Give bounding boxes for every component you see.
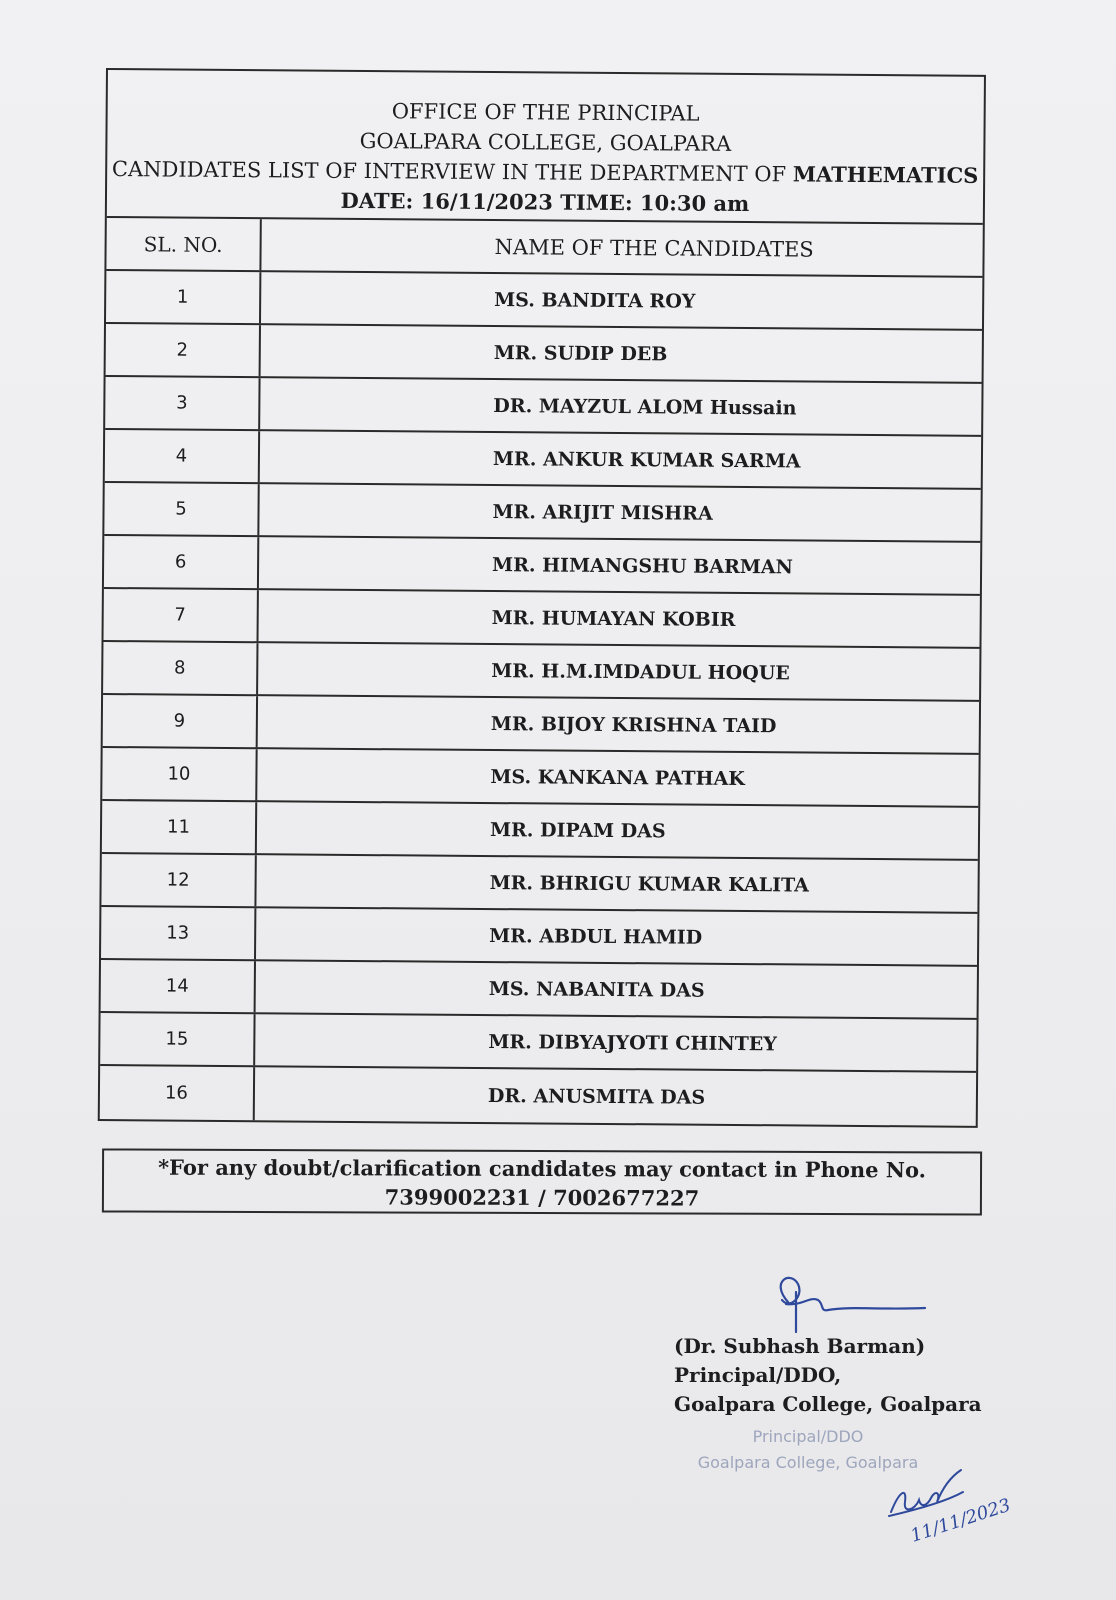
serial-number-cell: 14 bbox=[101, 960, 256, 1012]
office-title: OFFICE OF THE PRINCIPAL bbox=[391, 99, 700, 126]
table-row bbox=[103, 695, 979, 755]
signatory-name: (Dr. Subhash Barman) bbox=[674, 1334, 926, 1358]
table-header-row bbox=[106, 218, 982, 278]
table-row bbox=[101, 960, 977, 1020]
signatory-block bbox=[674, 1332, 982, 1419]
table-body bbox=[100, 271, 983, 1126]
candidate-name-cell: DR. MAYZUL ALOM Hussain bbox=[493, 394, 797, 419]
candidate-name-cell: MR. HUMAYAN KOBIR bbox=[491, 606, 736, 631]
candidate-name-cell: MR. ABDUL HAMID bbox=[489, 924, 703, 949]
column-header-sl: SL. NO. bbox=[106, 218, 261, 270]
serial-number-cell: 5 bbox=[104, 483, 259, 535]
serial-number-cell: 9 bbox=[103, 695, 258, 747]
table-row bbox=[102, 748, 978, 808]
candidate-name-cell: MS. NABANITA DAS bbox=[488, 977, 705, 1002]
serial-number-cell: 2 bbox=[106, 324, 261, 376]
serial-number-cell: 12 bbox=[101, 854, 256, 906]
candidates-table bbox=[98, 68, 986, 1128]
serial-number-cell: 1 bbox=[106, 271, 261, 323]
table-row bbox=[103, 642, 979, 702]
table-row bbox=[104, 536, 980, 596]
serial-number-cell: 6 bbox=[104, 536, 259, 588]
table-row bbox=[104, 483, 980, 543]
stamp-institution: Goalpara College, Goalpara bbox=[697, 1453, 919, 1472]
serial-number-cell: 7 bbox=[104, 589, 259, 641]
serial-number-cell: 3 bbox=[105, 377, 260, 429]
candidate-name-cell: MR. DIBYAJYOTI CHINTEY bbox=[488, 1030, 777, 1055]
signatory-institution: Goalpara College, Goalpara bbox=[674, 1392, 982, 1416]
interview-date-time: DATE: 16/11/2023 TIME: 10:30 am bbox=[340, 187, 750, 217]
college-title: GOALPARA COLLEGE, GOALPARA bbox=[359, 128, 732, 156]
candidate-name-cell: MR. ARIJIT MISHRA bbox=[492, 500, 713, 525]
candidate-name-cell: MR. BIJOY KRISHNA TAID bbox=[490, 712, 777, 737]
candidate-name-cell: MR. H.M.IMDADUL HOQUE bbox=[491, 659, 790, 684]
serial-number-cell: 13 bbox=[101, 907, 256, 959]
table-row bbox=[100, 1013, 976, 1073]
candidate-name-cell: MS. KANKANA PATHAK bbox=[490, 765, 745, 790]
candidate-name-cell: DR. ANUSMITA DAS bbox=[487, 1084, 706, 1109]
department-name: MATHEMATICS bbox=[792, 161, 979, 188]
table-row bbox=[102, 801, 978, 861]
candidate-name-cell: MR. DIPAM DAS bbox=[489, 818, 666, 842]
serial-number-cell: 11 bbox=[102, 801, 257, 853]
column-header-name: NAME OF THE CANDIDATES bbox=[494, 234, 814, 262]
candidate-name-cell: MR. ANKUR KUMAR SARMA bbox=[492, 447, 801, 472]
table-row bbox=[101, 907, 977, 967]
candidate-name-cell: MR. SUDIP DEB bbox=[493, 341, 668, 365]
candidate-name-cell: MS. BANDITA ROY bbox=[494, 288, 696, 313]
document-header bbox=[107, 70, 984, 225]
candidate-name-cell: MR. BHRIGU KUMAR KALITA bbox=[489, 871, 810, 897]
table-row bbox=[106, 324, 982, 384]
contact-note-text: *For any doubt/clarification candidates may contact in Phone No. bbox=[158, 1154, 927, 1183]
table-row bbox=[105, 430, 981, 490]
serial-number-cell: 4 bbox=[105, 430, 260, 482]
serial-number-cell: 16 bbox=[100, 1066, 255, 1120]
serial-number-cell: 15 bbox=[100, 1013, 255, 1065]
list-title-prefix: CANDIDATES LIST OF INTERVIEW IN THE DEPARTMENT OF bbox=[111, 157, 793, 187]
candidate-name-cell: MR. HIMANGSHU BARMAN bbox=[492, 553, 794, 578]
signatory-designation: Principal/DDO, bbox=[674, 1363, 842, 1387]
table-row bbox=[106, 271, 982, 331]
contact-note bbox=[102, 1148, 982, 1215]
table-row bbox=[103, 589, 979, 649]
contact-phone-numbers: 7399002231 / 7002677227 bbox=[384, 1184, 700, 1211]
serial-number-cell: 8 bbox=[103, 642, 258, 694]
table-row bbox=[100, 1066, 976, 1126]
table-row bbox=[101, 854, 977, 914]
handwritten-date: 11/11/2023 bbox=[908, 1494, 1014, 1547]
serial-number-cell: 10 bbox=[102, 748, 257, 800]
handwritten-initials-and-date bbox=[885, 1462, 1015, 1552]
stamp-designation: Principal/DDO bbox=[752, 1427, 864, 1446]
table-row bbox=[105, 377, 981, 437]
